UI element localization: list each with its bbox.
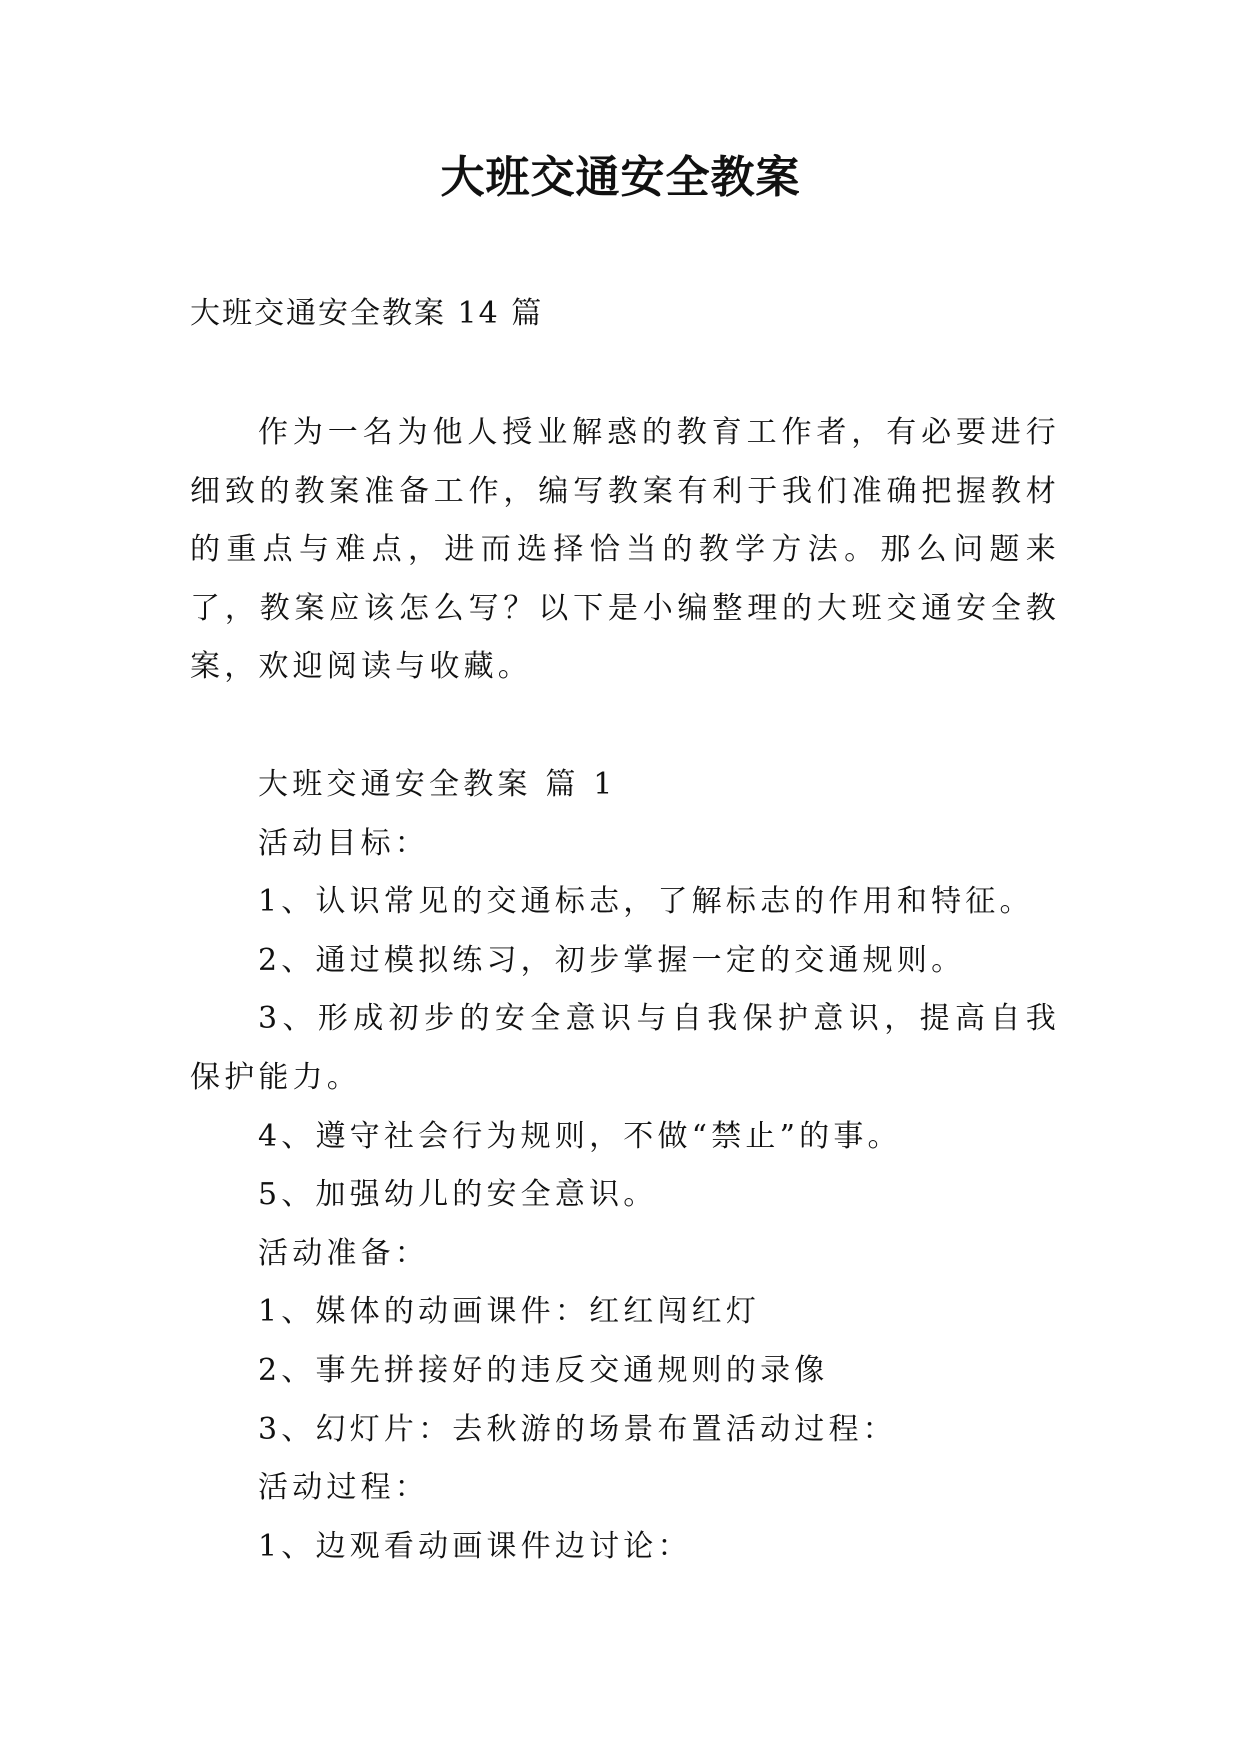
paragraph-line: 1、媒体的动画课件：红红闯红灯 [258, 1294, 761, 1330]
paragraph-line: 3、幻灯片：去秋游的场景布置活动过程： [258, 1411, 897, 1447]
paragraph-line: 4、遵守社会行为规则，不做“禁止”的事。 [258, 1118, 902, 1154]
section-heading: 大班交通安全教案 篇 1 [258, 767, 617, 802]
paragraph-line: 活动目标： [258, 825, 429, 861]
lesson-section [190, 756, 1060, 1576]
paragraph-line: 活动过程： [258, 1470, 429, 1506]
paragraph-line: 2、事先拼接好的违反交通规则的录像 [258, 1352, 829, 1388]
paragraph-line: 1、边观看动画课件边讨论： [258, 1528, 692, 1564]
document-title: 大班交通安全教案 [440, 152, 801, 203]
paragraph-line: 2、通过模拟练习，初步掌握一定的交通规则。 [258, 942, 966, 978]
paragraph-line: 3、形成初步的安全意识与自我保护意识，提高自我保护能力。 [190, 1001, 1060, 1095]
paragraph-line: 1、认识常见的交通标志，了解标志的作用和特征。 [258, 884, 1034, 920]
paragraph-line: 5、加强幼儿的安全意识。 [258, 1177, 658, 1213]
paragraph-line: 活动准备： [258, 1235, 429, 1271]
intro-paragraph: 作为一名为他人授业解惑的教育工作者，有必要进行细致的教案准备工作，编写教案有利于我们准确把握教材的重点与难点，进而选择恰当的教学方法。那么问题来了，教案应该怎么写？以下是小编整理的大班交通安全教案，欢迎阅读与收藏。 [190, 415, 1060, 685]
document-subtitle: 大班交通安全教案 14 篇 [190, 296, 544, 331]
